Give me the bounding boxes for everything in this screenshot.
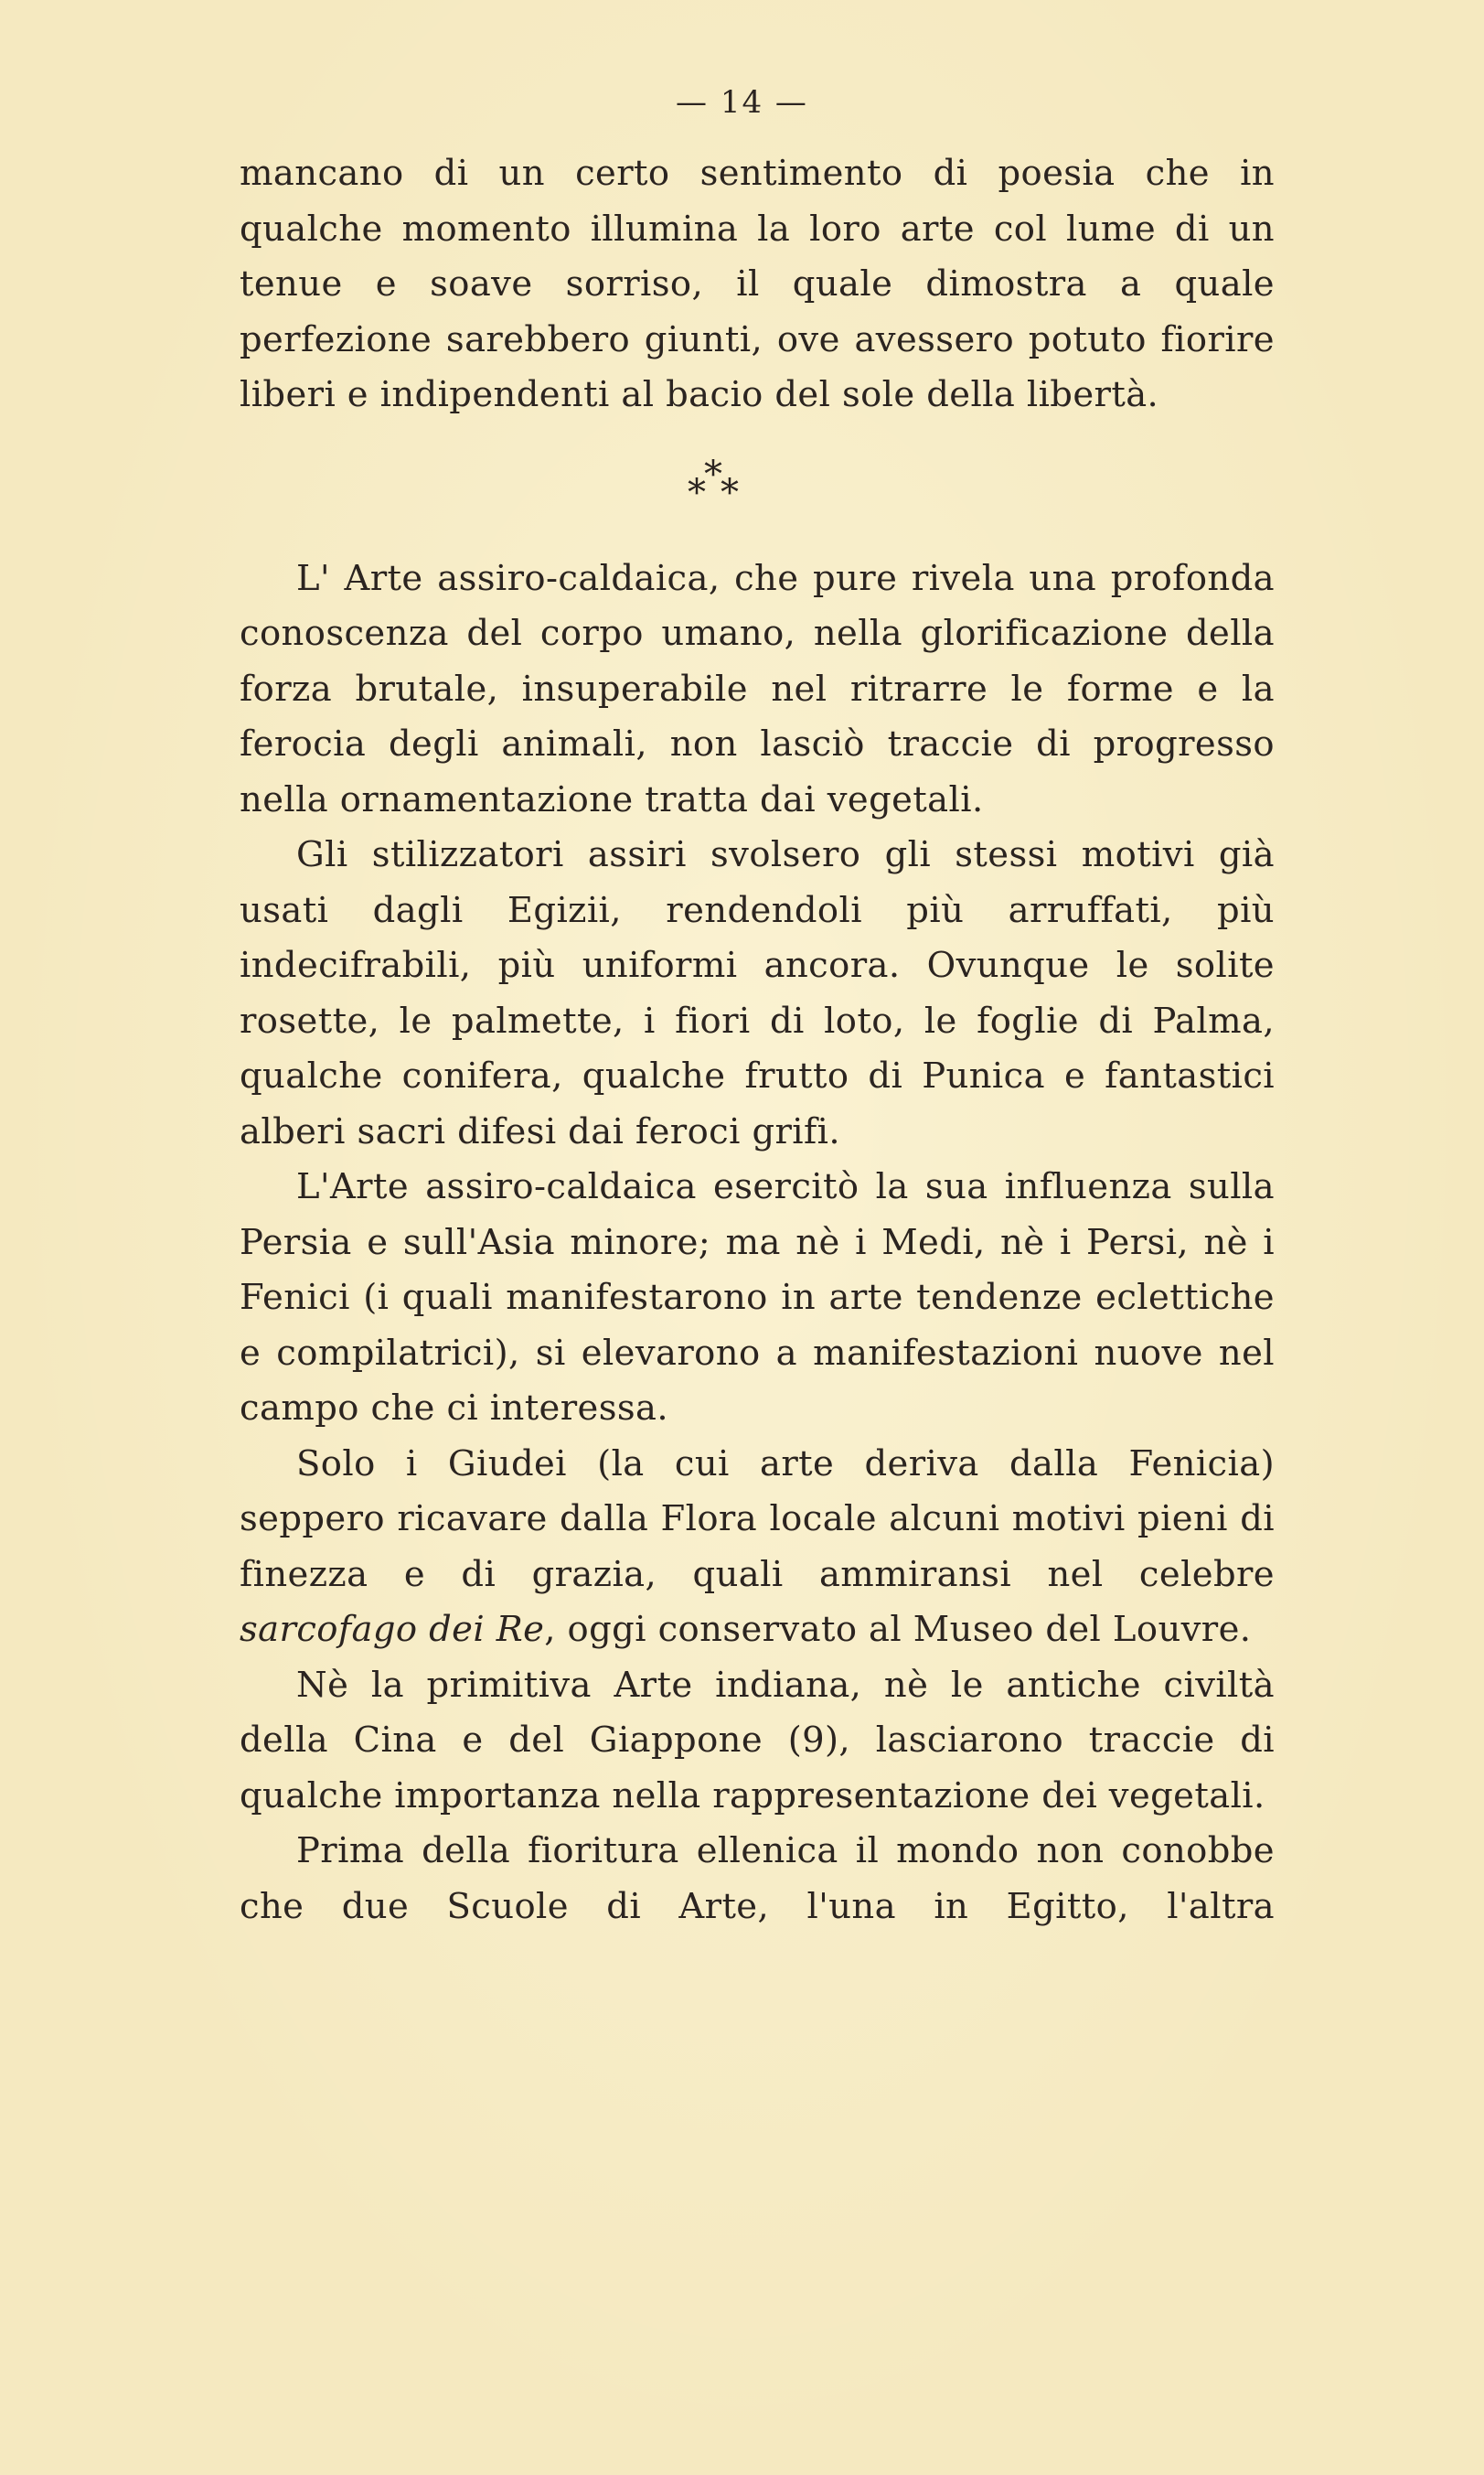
paragraph-5-text-b: , oggi conservato al Museo del Louvre. — [544, 1609, 1252, 1650]
paragraph-6: Nè la primitiva Arte indiana, nè le antiche civiltà della Cina e del Giappone (9), lasciarono traccie di qualche importanza nella rappresentazione dei vegetali. — [240, 1664, 1275, 1816]
paragraph-3: Gli stilizzatori assiri svolsero gli stessi motivi già usati dagli Egizii, rendendoli più arruffati, più indecifrabili, più uniformi ancora. Ovunque le solite rosette, le palmette, i fiori di loto, le foglie di Palma, qualche conifera, qualche frutto di Punica e fantastici alberi sacri difesi dai feroci grifi. — [240, 834, 1275, 1152]
asterism-star: * — [721, 471, 740, 514]
body-text — [240, 146, 1275, 1934]
paragraph-5 — [240, 1437, 1275, 1658]
sarcofago-title: sarcofago dei Re — [240, 1609, 545, 1650]
paragraph-7: Prima della fioritura ellenica il mondo non conobbe che due Scuole di Arte, l'una in Egitto, l'altra — [240, 1830, 1275, 1927]
paragraph-4: L'Arte assiro-caldaica esercitò la sua influenza sulla Persia e sull'Asia minore; ma nè i Medi, nè i Persi, nè i Fenici (i quali manifestarono in arte tendenze eclettiche e compilatrici), si elevarono a manifestazioni nuove nel campo che ci interessa. — [240, 1166, 1275, 1429]
asterism-star: * — [704, 453, 723, 496]
paragraph-1: mancano di un certo sentimento di poesia che in qualche momento illumina la loro arte col lume di un tenue e soave sorriso, il quale dimostra a quale perfezione sarebbero giunti, ove avessero potuto fiorire liberi e indipendenti al bacio del sole della libertà. — [240, 153, 1275, 415]
paragraph-5-text-a: Solo i Giudei (la cui arte deriva dalla Fenicia) seppero ricavare dalla Flora locale alcuni motivi pieni di finezza e di grazia, quali ammiransi nel celebre — [240, 1442, 1275, 1595]
asterism-star: * — [688, 471, 707, 514]
asterism-divider — [240, 423, 1275, 552]
paragraph-2: L' Arte assiro-caldaica, che pure rivela una profonda conoscenza del corpo umano, nella glorificazione della forza brutale, insuperabile nel ritrarre le forme e la ferocia degli animali, non lasciò traccie di progresso nella ornamentazione tratta dai vegetali. — [240, 557, 1275, 820]
page-number: — 14 — — [676, 84, 808, 121]
